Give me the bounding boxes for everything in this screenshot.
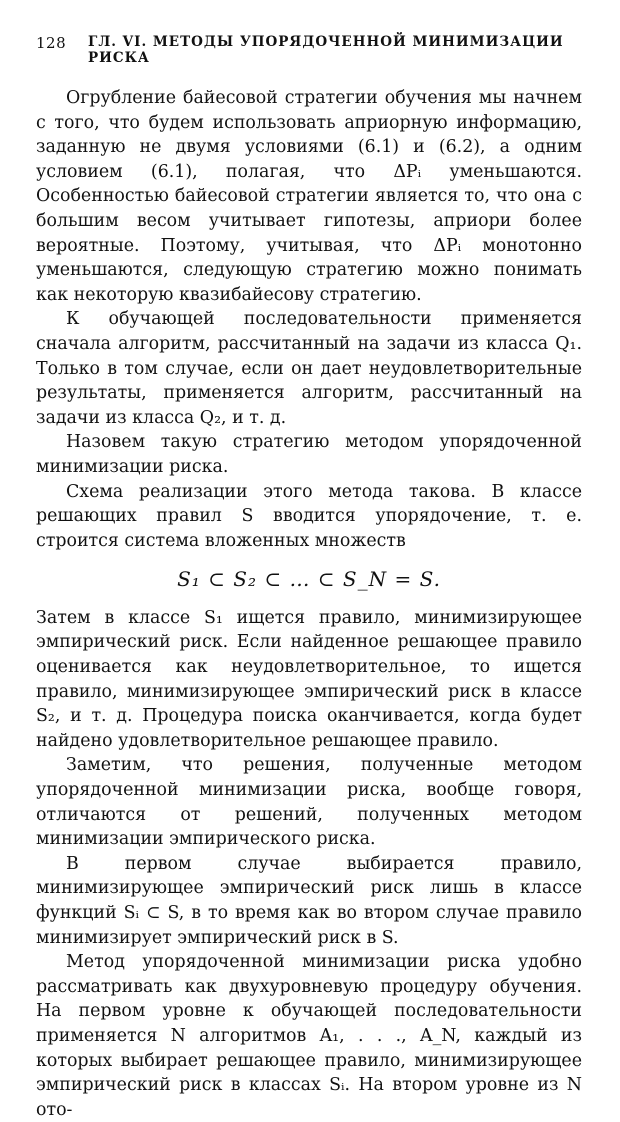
nested-sets-formula: S₁ ⊂ S₂ ⊂ … ⊂ S_N = S. bbox=[177, 567, 441, 592]
paragraph-1: Огрубление байесовой стратегии обучения мы начнем с того, что будем использовать априорную информацию, заданную не двумя условиями (6.1) и (6.2), а одним условием (6.1), полагая, что ΔPᵢ уменьшаются. Особенностью байесовой стратегии является то, что она с большим весом учитывает гипотезы, априори более вероятные. Поэтому, учитывая, что ΔPᵢ монотонно уменьшаются, следующую стратегию можно понимать как некоторую квазибайесову стратегию. bbox=[36, 88, 582, 305]
paragraph-2: К обучающей последовательности применяется сначала алгоритм, рассчитанный на задачи из класса Q₁. Только в том случае, если он дает неудовлетворительные результаты, применяется алгоритм, рассчитанный на задачи из класса Q₂, и т. д. bbox=[36, 309, 582, 428]
paragraph-3: Назовем такую стратегию методом упорядоченной минимизации риска. bbox=[36, 432, 582, 477]
paragraph-8: Метод упорядоченной минимизации риска удобно рассматривать как двухуровневую процедуру обучения. На первом уровне к обучающей последовательности применяется N алгоритмов A₁, . . ., A_N, каждый из которых выбирает решающее правило, минимизирующее эмпирический риск в классах Sᵢ. На втором уровне из N ото- bbox=[36, 952, 582, 1120]
body-text bbox=[36, 86, 582, 1122]
running-title: ГЛ. VI. МЕТОДЫ УПОРЯДОЧЕННОЙ МИНИМИЗАЦИИ РИСКА bbox=[88, 34, 564, 66]
paragraph-7: В первом случае выбирается правило, минимизирующее эмпирический риск лишь в классе функций Sᵢ ⊂ S, в то время как во втором случае правило минимизирует эмпирический риск в S. bbox=[36, 853, 582, 948]
paragraph-5: Затем в классе S₁ ищется правило, минимизирующее эмпирический риск. Если найденное решающее правило оценивается как неудовлетворительное, то ищется правило, минимизирующее эмпирический риск в классе S₂, и т. д. Процедура поиска оканчивается, когда будет найдено удовлетворительное решающее правило. bbox=[36, 607, 582, 751]
paragraph-6: Заметим, что решения, полученные методом упорядоченной минимизации риска, вообще говоря, отличаются от решений, полученных методом минимизации эмпирического риска. bbox=[36, 755, 582, 850]
page-number: 128 bbox=[36, 34, 67, 52]
paragraph-4: Схема реализации этого метода такова. В классе решающих правил S вводится упорядочение, т. е. строится система вложенных множеств bbox=[36, 481, 582, 551]
